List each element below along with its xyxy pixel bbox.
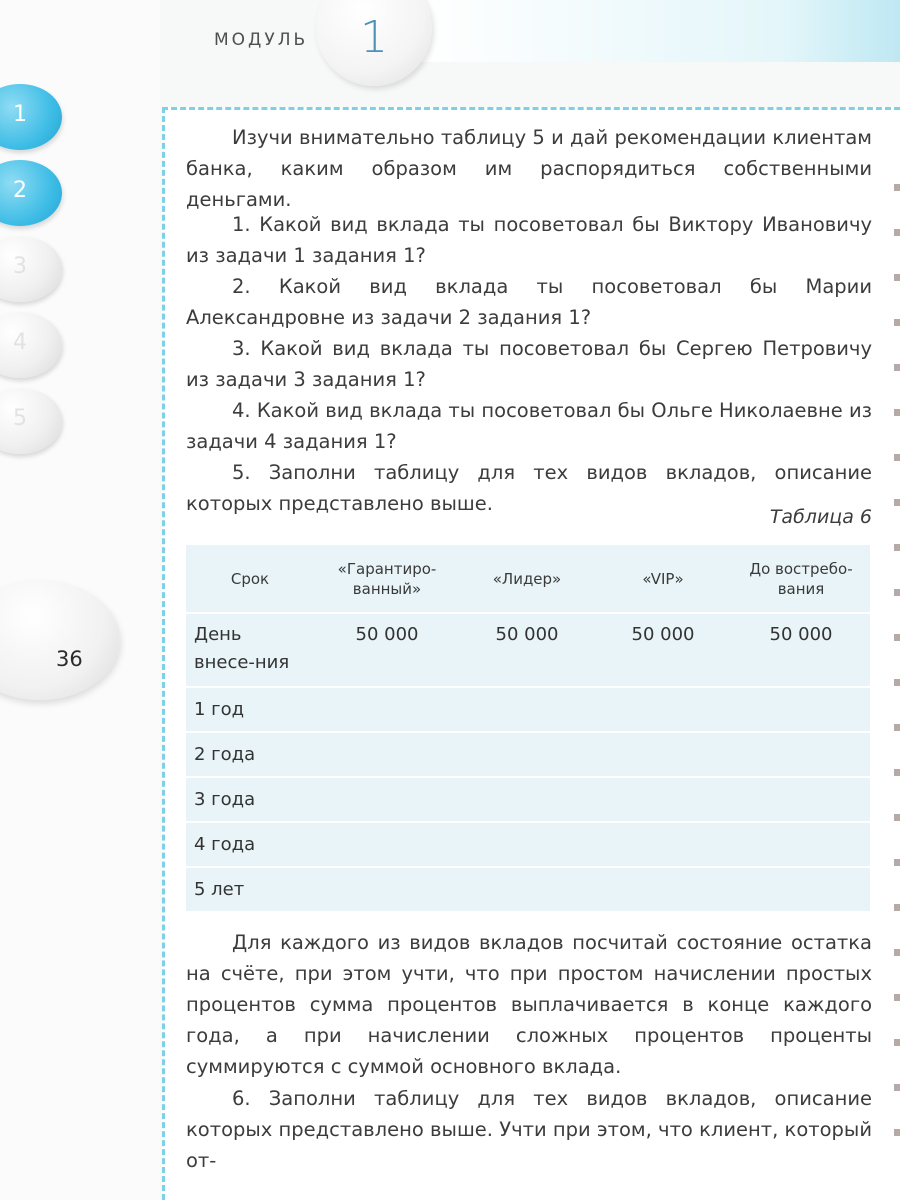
header-vip: «VIP»	[594, 545, 732, 613]
cell-value[interactable]	[314, 777, 460, 822]
cell-value[interactable]	[594, 777, 732, 822]
intro-text: Изучи внимательно таблицу 5 и дай рекомендации клиентам банка, каким образом им распорядиться собственными деньгами.	[186, 126, 872, 211]
question-1	[186, 209, 872, 271]
after-table-text: Для каждого из видов вкладов посчитай состояние остатка на счёте, при этом учти, что при простом начислении простых процентов сумма процентов выплачивается в конце каждого года, а при начислении сложных процентов проценты суммируются с суммой основного вклада.	[186, 931, 872, 1078]
section-tab-label: 3	[13, 254, 27, 279]
row-term: 4 года	[186, 822, 314, 867]
after-table-paragraph	[186, 927, 872, 1082]
header-leader: «Лидер»	[460, 545, 594, 613]
header-guaranteed: «Гарантиро-ванный»	[314, 545, 460, 613]
cell-value[interactable]: 50 000	[594, 613, 732, 687]
intro-paragraph	[186, 122, 872, 215]
row-term: 1 год	[186, 687, 314, 732]
row-term: 5 лет	[186, 867, 314, 912]
table-row	[186, 822, 870, 867]
page-header	[0, 0, 900, 62]
cell-value[interactable]	[314, 732, 460, 777]
table-caption: Таблица 6	[769, 506, 872, 528]
row-term: День внесе-ния	[186, 613, 314, 687]
cell-value[interactable]	[460, 777, 594, 822]
question-4	[186, 395, 872, 457]
cell-value[interactable]	[594, 732, 732, 777]
question-6	[186, 1083, 872, 1176]
cell-value[interactable]: 50 000	[732, 613, 870, 687]
question-2	[186, 271, 872, 333]
cell-value[interactable]	[732, 777, 870, 822]
deposit-table	[186, 545, 870, 913]
header-on-demand: До востребо-вания	[732, 545, 870, 613]
cell-value[interactable]	[314, 867, 460, 912]
question-3	[186, 333, 872, 395]
question-text: 4. Какой вид вклада ты посоветовал бы Ольге Николаевне из задачи 4 задания 1?	[186, 399, 872, 453]
section-tab-label: 4	[13, 330, 27, 355]
question-text: 5. Заполни таблицу для тех видов вкладов, описание которых представлено выше.	[186, 461, 872, 515]
cell-value[interactable]	[314, 822, 460, 867]
cell-value[interactable]	[460, 867, 594, 912]
module-number: 1	[360, 12, 388, 63]
cell-value[interactable]	[460, 732, 594, 777]
cell-value[interactable]	[460, 822, 594, 867]
row-term: 2 года	[186, 732, 314, 777]
cell-value[interactable]	[732, 732, 870, 777]
cell-value[interactable]	[732, 867, 870, 912]
cell-value[interactable]	[732, 822, 870, 867]
table-row	[186, 777, 870, 822]
spiral-binding	[894, 160, 900, 1160]
section-tab-label: 1	[13, 102, 27, 127]
question-text: 2. Какой вид вклада ты посоветовал бы Марии Александровне из задачи 2 задания 1?	[186, 275, 872, 329]
cell-value[interactable]	[594, 867, 732, 912]
cell-value[interactable]: 50 000	[460, 613, 594, 687]
table-row	[186, 732, 870, 777]
question-text: 3. Какой вид вклада ты посоветовал бы Сергею Петровичу из задачи 3 задания 1?	[186, 337, 872, 391]
table-row	[186, 613, 870, 687]
header-bar	[420, 0, 900, 62]
module-label: МОДУЛЬ	[214, 30, 309, 50]
row-term: 3 года	[186, 777, 314, 822]
table-row	[186, 867, 870, 912]
cell-value[interactable]	[732, 687, 870, 732]
cell-value[interactable]	[314, 687, 460, 732]
cell-value[interactable]	[460, 687, 594, 732]
page-number: 36	[56, 647, 83, 671]
cell-value[interactable]	[594, 822, 732, 867]
cell-value[interactable]	[594, 687, 732, 732]
question-text: 1. Какой вид вклада ты посоветовал бы Виктору Ивановичу из задачи 1 задания 1?	[186, 213, 872, 267]
cell-value[interactable]: 50 000	[314, 613, 460, 687]
section-tab-label: 2	[13, 178, 27, 203]
table-row	[186, 687, 870, 732]
question-text: 6. Заполни таблицу для тех видов вкладов, описание которых представлено выше. Учти при этом, что клиент, который от-	[186, 1087, 872, 1172]
section-tab-label: 5	[13, 406, 27, 431]
header-term: Срок	[186, 545, 314, 613]
table-header-row	[186, 545, 870, 613]
